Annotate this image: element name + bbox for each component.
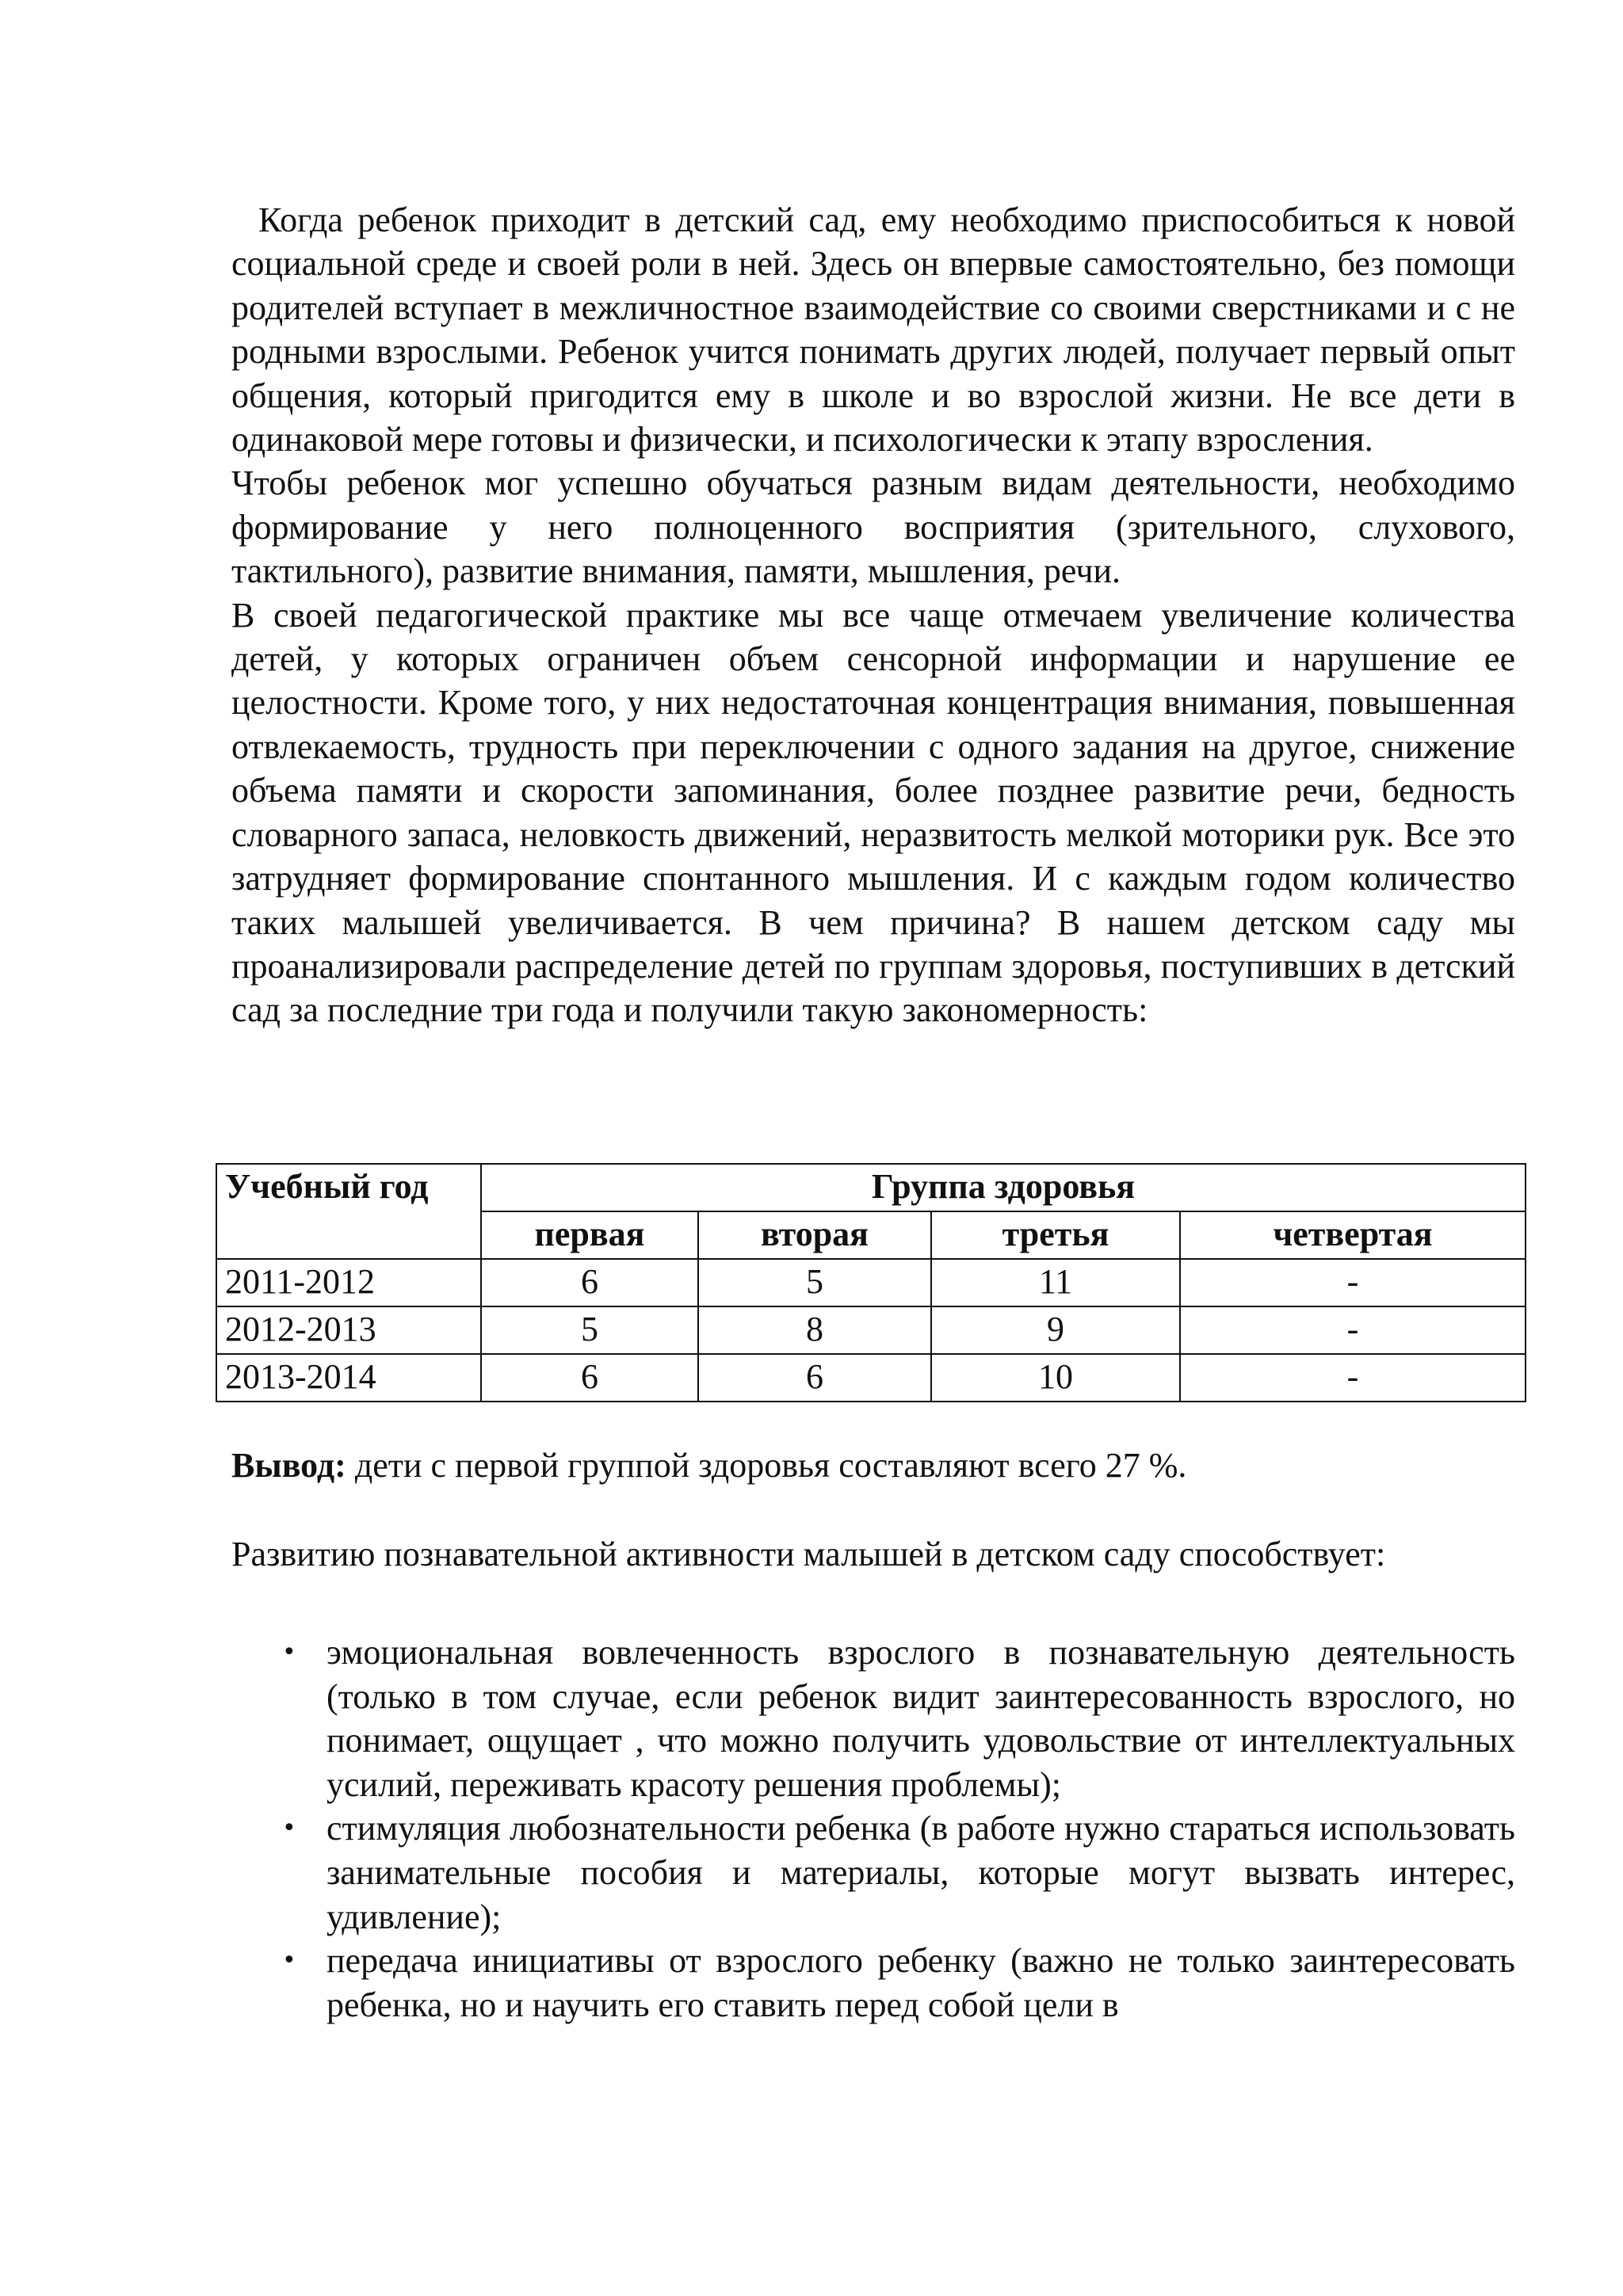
column-header-third: третья: [931, 1211, 1180, 1259]
year-column-header: Учебный год: [216, 1164, 481, 1259]
column-header-fourth: четвертая: [1180, 1211, 1526, 1259]
column-header-second: вторая: [698, 1211, 931, 1259]
body-text: [231, 198, 1515, 1032]
bullet-icon: •: [282, 1947, 296, 1975]
list-item-text: передача инициативы от взрослого ребенку (важно не только заинтересовать ребенка, но и научить его ставить перед собой цели в: [327, 1941, 1515, 2024]
health-group-table: [216, 1163, 1526, 1402]
value-cell: 6: [481, 1259, 698, 1306]
conclusion-label: Вывод:: [231, 1446, 346, 1485]
table-row: [216, 1306, 1526, 1354]
value-cell: -: [1180, 1259, 1526, 1306]
value-cell: 5: [481, 1306, 698, 1354]
year-cell: 2011-2012: [216, 1259, 481, 1306]
value-cell: -: [1180, 1354, 1526, 1402]
list-item: [282, 1806, 1515, 1939]
value-cell: 5: [698, 1259, 931, 1306]
paragraph-perception: Чтобы ребенок мог успешно обучаться разным видам деятельности, необходимо формирование у него полноценного восприятия (зрительного, слухового, тактильного), развитие внимания, памяти, мышления, речи.: [231, 463, 1515, 591]
value-cell: 11: [931, 1259, 1180, 1306]
year-cell: 2012-2013: [216, 1306, 481, 1354]
list-item-text: стимуляция любознательности ребенка (в работе нужно стараться использовать занимательные пособия и материалы, которые могут вызвать интерес, удивление);: [327, 1809, 1515, 1936]
list-item-text: эмоциональная вовлеченность взрослого в познавательную деятельность (только в том случае, если ребенок видит заинтересованность взрослого, но понимает, ощущает , что можно получить удовольствие от интеллектуальных усилий, переживать красоту решения проблемы);: [327, 1633, 1515, 1804]
value-cell: -: [1180, 1306, 1526, 1354]
table-row: [216, 1259, 1526, 1306]
value-cell: 6: [698, 1354, 931, 1402]
health-group-header: Группа здоровья: [481, 1164, 1526, 1211]
table-row: [216, 1354, 1526, 1402]
value-cell: 10: [931, 1354, 1180, 1402]
conclusion-text: дети с первой группой здоровья составляют всего 27 %.: [346, 1446, 1187, 1485]
year-cell: 2013-2014: [216, 1354, 481, 1402]
conclusion: [231, 1444, 1515, 1487]
column-header-first: первая: [481, 1211, 698, 1259]
paragraph-practice: В своей педагогической практике мы все чаще отмечаем увеличение количества детей, у которых ограничен объем сенсорной информации и нарушение ее целостности. Кроме того, у них недостаточная концентрация внимания, повышенная отвлекаемость, трудность при переключении с одного задания на другое, снижение объема памяти и скорости запоминания, более позднее развитие речи, бедность словарного запаса, неловкость движений, неразвитость мелкой моторики рук. Все это затрудняет формирование спонтанного мышления. И с каждым годом количество таких малышей увеличивается. В чем причина? В нашем детском саду мы проанализировали распределение детей по группам здоровья, поступивших в детский сад за последние три года и получили такую закономерность:: [231, 595, 1515, 1030]
value-cell: 9: [931, 1306, 1180, 1354]
value-cell: 8: [698, 1306, 931, 1354]
value-cell: 6: [481, 1354, 698, 1402]
factors-intro: Развитию познавательной активности малышей в детском саду способствует:: [231, 1535, 1386, 1573]
list-item: [282, 1630, 1515, 1806]
list-item: [282, 1939, 1515, 2027]
bullet-icon: •: [282, 1638, 296, 1666]
table-header-row: [216, 1164, 1526, 1211]
factors-list: [282, 1630, 1515, 2027]
bullet-icon: •: [282, 1814, 296, 1843]
paragraph-adaptation: Когда ребенок приходит в детский сад, ему необходимо приспособиться к новой социальной среде и своей роли в ней. Здесь он впервые самостоятельно, без помощи родителей вступает в межличностное взаимодействие со своими сверстниками и с не родными взрослыми. Ребенок учится понимать других людей, получает первый опыт общения, который пригодится ему в школе и во взрослой жизни. Не все дети в одинаковой мере готовы и физически, и психологически к этапу взросления.: [231, 200, 1515, 460]
